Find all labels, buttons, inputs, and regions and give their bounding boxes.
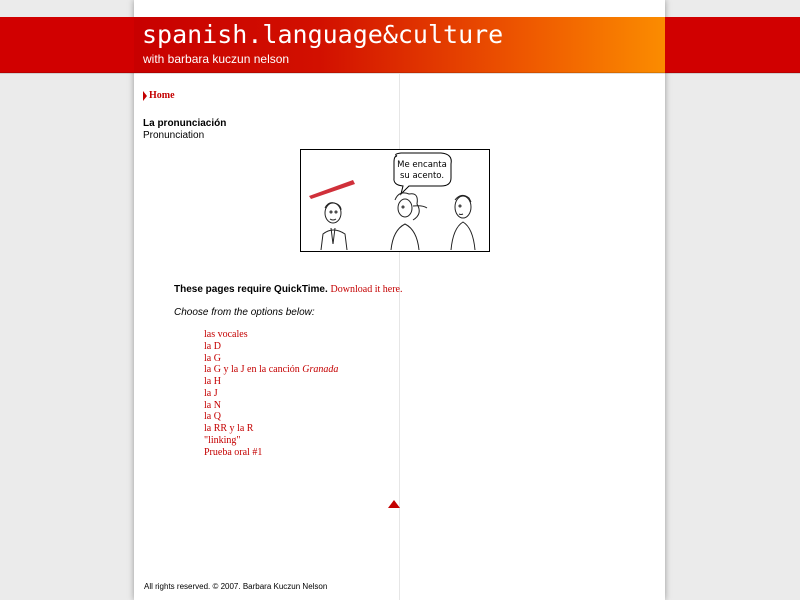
option-prueba-oral-1[interactable]: Prueba oral #1 bbox=[204, 446, 263, 458]
list-item bbox=[204, 339, 338, 351]
list-item bbox=[204, 409, 338, 421]
list-item bbox=[204, 327, 338, 339]
quicktime-text: These pages require QuickTime. bbox=[174, 284, 328, 295]
home-link[interactable]: Home bbox=[149, 90, 175, 101]
option-la-rr-y-la-r[interactable]: la RR y la R bbox=[204, 423, 254, 434]
choose-instructions: Choose from the options below: bbox=[174, 307, 315, 318]
option-la-g[interactable]: la G bbox=[204, 352, 221, 364]
option-la-d[interactable]: la D bbox=[204, 340, 221, 352]
cartoon-woman bbox=[391, 193, 427, 250]
speech-line-2: su acento. bbox=[399, 171, 445, 181]
option-la-h[interactable]: la H bbox=[204, 376, 221, 387]
quicktime-dot: . bbox=[399, 284, 403, 295]
options-list bbox=[204, 327, 338, 456]
page-title: La pronunciación bbox=[143, 118, 227, 129]
option-la-q[interactable]: la Q bbox=[204, 411, 221, 423]
site-subtitle: with barbara kuczun nelson bbox=[143, 52, 290, 66]
list-item bbox=[204, 433, 338, 445]
cartoon-man-right bbox=[451, 195, 475, 250]
header-shadow bbox=[0, 72, 800, 74]
list-item bbox=[204, 362, 338, 374]
cartoon-man-left bbox=[321, 203, 347, 250]
breadcrumb bbox=[143, 90, 175, 101]
site-title: spanish.language&culture bbox=[142, 20, 504, 49]
triangle-up-icon[interactable] bbox=[388, 500, 400, 508]
option-la-n[interactable]: la N bbox=[204, 399, 221, 411]
list-item bbox=[204, 351, 338, 363]
list-item bbox=[204, 398, 338, 410]
list-item bbox=[204, 374, 338, 386]
cartoon-red-mark bbox=[309, 180, 355, 199]
option-la-j[interactable]: la J bbox=[204, 387, 218, 399]
triangle-right-icon bbox=[143, 91, 147, 101]
speech-line-1: Me encanta bbox=[397, 160, 447, 170]
page-subtitle: Pronunciation bbox=[143, 130, 205, 141]
footer-copyright: All rights reserved. © 2007. Barbara Kuczun Nelson bbox=[144, 582, 328, 591]
quicktime-download-link[interactable]: Download it here bbox=[330, 284, 400, 295]
cartoon-illustration bbox=[301, 150, 489, 251]
option-granada-italic: Granada bbox=[302, 364, 339, 376]
list-item bbox=[204, 421, 338, 433]
quicktime-notice bbox=[174, 284, 402, 295]
list-item bbox=[204, 386, 338, 398]
option-las-vocales[interactable]: las vocales bbox=[204, 329, 248, 340]
cartoon-image bbox=[300, 149, 490, 252]
option-la-g-y-la-j[interactable] bbox=[204, 364, 338, 375]
list-item bbox=[204, 445, 338, 457]
option-linking[interactable]: "linking" bbox=[204, 434, 241, 446]
option-la-g-y-la-j-label: la G y la J en la canción bbox=[204, 364, 303, 376]
